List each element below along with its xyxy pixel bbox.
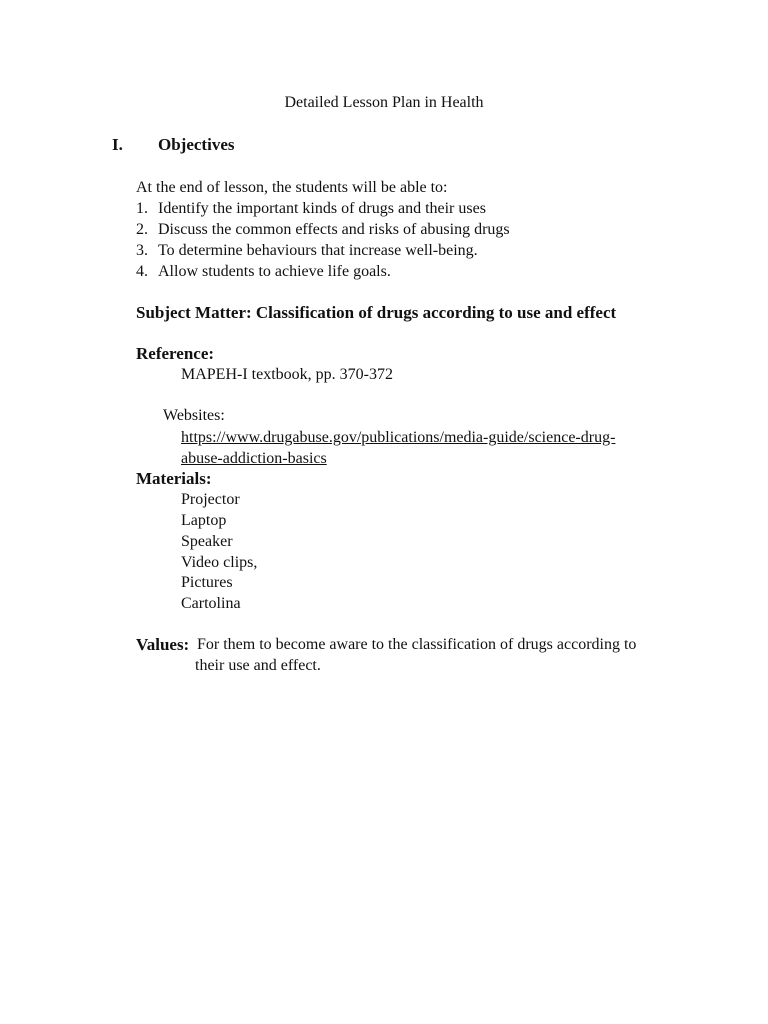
- document-title: Detailed Lesson Plan in Health: [284, 94, 484, 111]
- materials-item: Video clips,: [181, 554, 258, 571]
- objective-item: Identify the important kinds of drugs and their uses: [158, 200, 486, 217]
- section-title-objectives: Objectives: [158, 135, 235, 154]
- materials-item: Cartolina: [181, 595, 241, 612]
- objective-number: 3.: [136, 242, 148, 259]
- objective-number: 1.: [136, 200, 148, 217]
- objective-item: Discuss the common effects and risks of abusing drugs: [158, 221, 510, 238]
- websites-label: Websites:: [163, 407, 225, 424]
- materials-item: Projector: [181, 491, 240, 508]
- objective-number: 2.: [136, 221, 148, 238]
- section-number: I.: [112, 135, 123, 154]
- reference-link-line-1[interactable]: https://www.drugabuse.gov/publications/media-guide/science-drug-: [181, 429, 616, 446]
- reference-heading: Reference:: [136, 344, 215, 363]
- subject-matter-heading: Subject Matter: Classification of drugs according to use and effect: [136, 303, 617, 322]
- materials-item: Laptop: [181, 512, 227, 529]
- objective-number: 4.: [136, 263, 148, 280]
- reference-link-line-2[interactable]: abuse-addiction-basics: [181, 450, 327, 467]
- values-heading: Values:: [136, 635, 190, 654]
- values-text-line-1: For them to become aware to the classification of drugs according to: [197, 636, 637, 653]
- objective-item: To determine behaviours that increase well-being.: [158, 242, 478, 259]
- materials-item: Pictures: [181, 574, 233, 591]
- objectives-intro: At the end of lesson, the students will be able to:: [136, 179, 448, 196]
- reference-textbook: MAPEH-I textbook, pp. 370-372: [181, 366, 393, 383]
- values-text-line-2: their use and effect.: [195, 657, 321, 674]
- materials-heading: Materials:: [136, 469, 212, 488]
- materials-item: Speaker: [181, 533, 233, 550]
- objective-item: Allow students to achieve life goals.: [158, 263, 391, 280]
